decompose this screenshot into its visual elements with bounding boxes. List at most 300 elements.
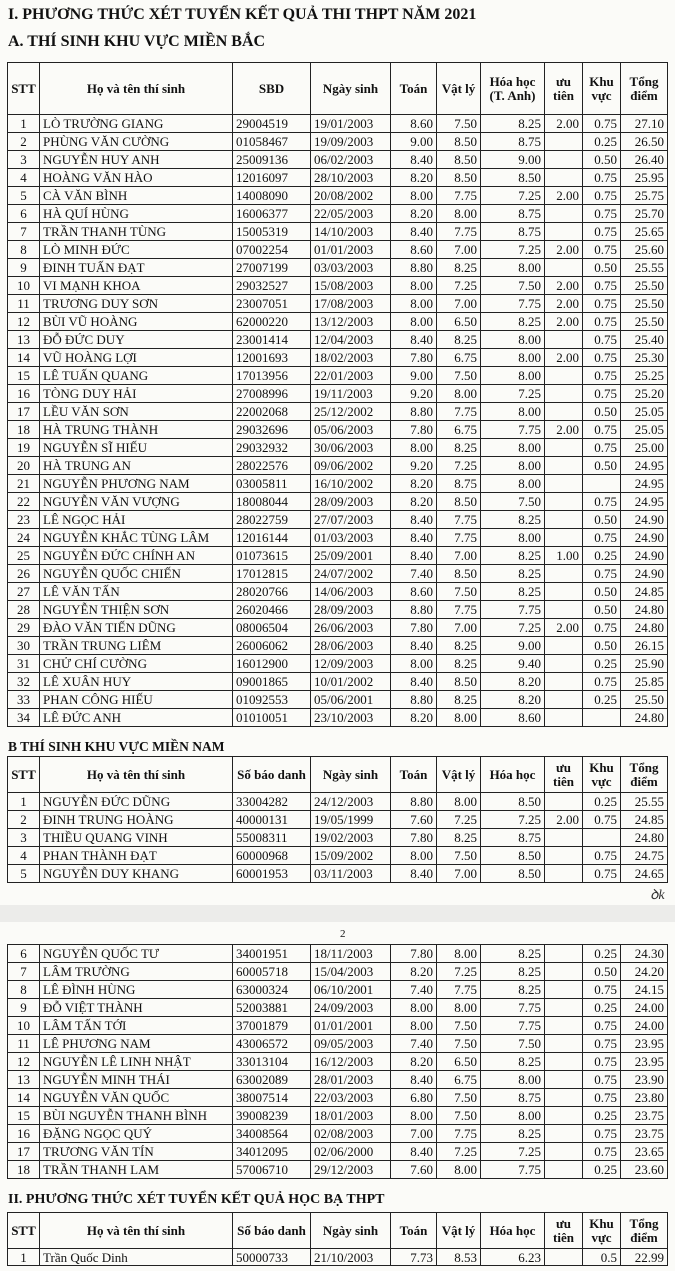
cell-math: 8.80 [391,691,437,709]
cell-dob: 20/08/2002 [311,187,391,205]
cell-math: 7.40 [391,981,437,999]
cell-math: 8.00 [391,1107,437,1125]
cell-priority: 2.00 [545,187,583,205]
table-row [8,133,668,151]
table-row [8,205,668,223]
cell-region: 0.25 [583,133,621,151]
table-south-region-continued [7,944,668,1179]
cell-physics: 8.00 [437,385,481,403]
cell-region: 0.50 [583,601,621,619]
cell-total: 24.65 [621,865,668,883]
cell-physics: 7.75 [437,981,481,999]
cell-priority [545,259,583,277]
cell-dob: 01/01/2003 [311,241,391,259]
cell-dob: 16/10/2002 [311,475,391,493]
table-transcript [7,1212,668,1266]
cell-chemistry: 8.00 [481,349,545,367]
cell-priority [545,1089,583,1107]
table-row [8,1161,668,1179]
cell-chemistry: 8.75 [481,205,545,223]
cell-region: 0.75 [583,1143,621,1161]
cell-chemistry: 8.00 [481,529,545,547]
cell-priority [545,709,583,727]
cell-chemistry: 8.00 [481,457,545,475]
cell-total: 24.80 [621,829,668,847]
cell-priority: 1.00 [545,547,583,565]
cell-name: LÂM TẤN TỚI [40,1017,233,1035]
cell-sbd: 17013956 [233,367,311,385]
cell-total: 24.90 [621,547,668,565]
cell-stt: 12 [8,313,40,331]
cell-sbd: 17012815 [233,565,311,583]
cell-name: HÀ TRUNG AN [40,457,233,475]
cell-math: 7.80 [391,829,437,847]
cell-name: TÒNG DUY HẢI [40,385,233,403]
cell-physics: 8.00 [437,1161,481,1179]
cell-total: 26.15 [621,637,668,655]
cell-dob: 19/09/2003 [311,133,391,151]
cell-dob: 19/02/2003 [311,829,391,847]
cell-region: 0.75 [583,313,621,331]
header-chemistry: Hóa học [481,757,545,793]
cell-dob: 30/06/2003 [311,439,391,457]
table-row [8,295,668,313]
cell-region: 0.75 [583,1053,621,1071]
cell-stt: 9 [8,999,40,1017]
cell-total: 24.30 [621,945,668,963]
cell-dob: 24/09/2003 [311,999,391,1017]
cell-stt: 5 [8,865,40,883]
cell-sbd: 23007051 [233,295,311,313]
cell-total: 23.65 [621,1143,668,1161]
header-priority: ưu tiên [545,757,583,793]
table-row [8,793,668,811]
table-row [8,1089,668,1107]
cell-priority: 2.00 [545,421,583,439]
cell-name: NGUYỄN KHẮC TÙNG LÂM [40,529,233,547]
cell-region: 0.50 [583,511,621,529]
table-row [8,547,668,565]
cell-priority [545,1143,583,1161]
cell-stt: 11 [8,1035,40,1053]
table-row [8,865,668,883]
cell-total: 25.50 [621,295,668,313]
cell-math: 8.20 [391,963,437,981]
cell-chemistry: 8.25 [481,1053,545,1071]
cell-dob: 03/03/2003 [311,259,391,277]
cell-sbd: 26006062 [233,637,311,655]
cell-sbd: 14008090 [233,187,311,205]
cell-total: 24.15 [621,981,668,999]
cell-name: HOÀNG VĂN HÀO [40,169,233,187]
header-sbd: SBD [233,63,311,115]
cell-physics: 7.75 [437,529,481,547]
cell-math: 8.00 [391,187,437,205]
table-row [8,403,668,421]
cell-stt: 33 [8,691,40,709]
cell-name: ĐÀO VĂN TIẾN DŨNG [40,619,233,637]
cell-region: 0.50 [583,403,621,421]
cell-physics: 7.75 [437,1125,481,1143]
table-row [8,439,668,457]
cell-physics: 8.25 [437,655,481,673]
cell-chemistry: 8.25 [481,981,545,999]
cell-dob: 22/03/2003 [311,1089,391,1107]
cell-dob: 05/06/2001 [311,691,391,709]
cell-total: 25.50 [621,691,668,709]
cell-sbd: 28020766 [233,583,311,601]
cell-name: ĐINH TUẤN ĐẠT [40,259,233,277]
cell-physics: 8.00 [437,945,481,963]
cell-stt: 29 [8,619,40,637]
cell-name: PHAN THÀNH ĐẠT [40,847,233,865]
header-region: Khu vực [583,1213,621,1249]
cell-physics: 6.50 [437,313,481,331]
cell-dob: 24/07/2002 [311,565,391,583]
header-total: Tổng điểm [621,757,668,793]
cell-sbd: 39008239 [233,1107,311,1125]
cell-sbd: 12016144 [233,529,311,547]
cell-priority [545,1161,583,1179]
cell-name: Trần Quốc Dinh [40,1249,233,1266]
section-a-title: A. THÍ SINH KHU VỰC MIỀN BẮC [8,33,266,50]
cell-name: TRƯƠNG VĂN TÍN [40,1143,233,1161]
cell-total: 23.95 [621,1035,668,1053]
cell-region: 0.5 [583,1249,621,1266]
cell-physics: 7.50 [437,1089,481,1107]
cell-stt: 32 [8,673,40,691]
cell-chemistry: 8.00 [481,439,545,457]
cell-sbd: 01092553 [233,691,311,709]
cell-region [583,709,621,727]
cell-region: 0.75 [583,421,621,439]
cell-priority [545,847,583,865]
cell-stt: 18 [8,1161,40,1179]
cell-math: 8.40 [391,547,437,565]
cell-physics: 8.00 [437,793,481,811]
cell-region: 0.75 [583,223,621,241]
table-row [8,709,668,727]
cell-priority [545,945,583,963]
cell-stt: 21 [8,475,40,493]
header-region: Khu vực [583,757,621,793]
cell-priority [545,403,583,421]
cell-priority [545,1125,583,1143]
cell-region: 0.75 [583,865,621,883]
cell-total: 25.40 [621,331,668,349]
cell-priority [545,637,583,655]
table-row [8,457,668,475]
cell-stt: 15 [8,367,40,385]
cell-name: PHAN CÔNG HIẾU [40,691,233,709]
cell-total: 25.60 [621,241,668,259]
cell-name: VŨ HOÀNG LỢI [40,349,233,367]
cell-region: 0.75 [583,1125,621,1143]
cell-dob: 28/06/2003 [311,637,391,655]
cell-total: 24.20 [621,963,668,981]
cell-stt: 10 [8,1017,40,1035]
table-row [8,981,668,999]
cell-dob: 18/01/2003 [311,1107,391,1125]
cell-physics: 7.00 [437,865,481,883]
table-row [8,1035,668,1053]
cell-physics: 7.50 [437,1017,481,1035]
cell-region: 0.25 [583,1107,621,1125]
cell-priority [545,475,583,493]
table-row [8,385,668,403]
cell-priority [545,529,583,547]
cell-stt: 17 [8,403,40,421]
cell-stt: 3 [8,829,40,847]
cell-priority [545,151,583,169]
cell-math: 7.40 [391,565,437,583]
cell-total: 25.55 [621,259,668,277]
cell-stt: 19 [8,439,40,457]
cell-physics: 8.50 [437,673,481,691]
cell-total: 25.00 [621,439,668,457]
header-physics: Vật lý [437,63,481,115]
table-row [8,811,668,829]
cell-chemistry: 7.25 [481,619,545,637]
cell-stt: 22 [8,493,40,511]
cell-total: 25.25 [621,367,668,385]
cell-stt: 14 [8,1089,40,1107]
cell-physics: 7.25 [437,457,481,475]
cell-total: 24.00 [621,1017,668,1035]
cell-physics: 7.75 [437,403,481,421]
signature-mark: ꝺk [650,888,665,903]
cell-physics: 7.25 [437,963,481,981]
section-2-title: II. PHƯƠNG THỨC XÉT TUYỂN KẾT QUẢ HỌC BẠ THPT [8,1192,385,1207]
cell-name: NGUYỄN QUỐC CHIẾN [40,565,233,583]
cell-priority [545,511,583,529]
cell-total: 24.80 [621,709,668,727]
cell-sbd: 33013104 [233,1053,311,1071]
cell-region: 0.75 [583,1089,621,1107]
cell-math: 8.20 [391,1053,437,1071]
cell-priority [545,793,583,811]
cell-name: BÙI VŨ HOÀNG [40,313,233,331]
cell-priority [545,865,583,883]
cell-priority [545,565,583,583]
cell-total: 24.80 [621,601,668,619]
table-row [8,637,668,655]
table-row [8,673,668,691]
cell-sbd: 34001951 [233,945,311,963]
cell-total: 25.50 [621,313,668,331]
cell-sbd: 25009136 [233,151,311,169]
cell-priority: 2.00 [545,349,583,367]
cell-dob: 02/06/2000 [311,1143,391,1161]
cell-region: 0.50 [583,151,621,169]
cell-dob: 06/02/2003 [311,151,391,169]
cell-region: 0.75 [583,847,621,865]
cell-math: 7.80 [391,945,437,963]
cell-sbd: 63000324 [233,981,311,999]
cell-chemistry: 9.40 [481,655,545,673]
cell-total: 24.95 [621,493,668,511]
cell-name: NGUYỄN VĂN QUỐC [40,1089,233,1107]
cell-math: 8.00 [391,655,437,673]
cell-total: 23.90 [621,1071,668,1089]
cell-name: THIỀU QUANG VINH [40,829,233,847]
cell-math: 8.00 [391,295,437,313]
cell-priority: 2.00 [545,241,583,259]
cell-dob: 15/04/2003 [311,963,391,981]
cell-name: NGUYỄN SĨ HIẾU [40,439,233,457]
cell-math: 8.60 [391,241,437,259]
cell-physics: 7.75 [437,187,481,205]
cell-math: 8.60 [391,115,437,133]
cell-chemistry: 8.00 [481,1107,545,1125]
table-row [8,1071,668,1089]
cell-name: LÒ TRƯỜNG GIANG [40,115,233,133]
cell-region: 0.50 [583,259,621,277]
cell-priority [545,829,583,847]
cell-dob: 29/12/2003 [311,1161,391,1179]
cell-priority [545,691,583,709]
cell-chemistry: 8.50 [481,169,545,187]
cell-math: 8.40 [391,1143,437,1161]
cell-region: 0.75 [583,385,621,403]
cell-name: NGUYỄN ĐỨC CHÍNH AN [40,547,233,565]
cell-math: 8.40 [391,331,437,349]
cell-total: 24.00 [621,999,668,1017]
cell-chemistry: 8.20 [481,691,545,709]
cell-name: LÊ XUÂN HUY [40,673,233,691]
cell-physics: 8.50 [437,493,481,511]
cell-physics: 7.25 [437,811,481,829]
cell-priority: 2.00 [545,295,583,313]
cell-dob: 15/09/2002 [311,847,391,865]
cell-stt: 13 [8,1071,40,1089]
table-row [8,259,668,277]
cell-sbd: 28022759 [233,511,311,529]
cell-sbd: 29032527 [233,277,311,295]
cell-region: 0.75 [583,367,621,385]
cell-math: 9.00 [391,367,437,385]
cell-stt: 2 [8,133,40,151]
cell-dob: 27/07/2003 [311,511,391,529]
cell-priority [545,385,583,403]
cell-region: 0.25 [583,655,621,673]
cell-physics: 7.00 [437,241,481,259]
cell-chemistry: 8.25 [481,963,545,981]
cell-dob: 23/10/2003 [311,709,391,727]
cell-priority [545,601,583,619]
cell-math: 8.00 [391,277,437,295]
header-chemistry: Hóa học [481,1213,545,1249]
cell-chemistry: 8.00 [481,475,545,493]
cell-region: 0.75 [583,981,621,999]
table-row [8,115,668,133]
cell-stt: 8 [8,241,40,259]
cell-name: NGUYỄN THIỆN SƠN [40,601,233,619]
table-row [8,1017,668,1035]
cell-stt: 34 [8,709,40,727]
cell-physics: 7.25 [437,277,481,295]
cell-physics: 7.50 [437,847,481,865]
cell-physics: 7.00 [437,619,481,637]
cell-stt: 20 [8,457,40,475]
cell-region: 0.25 [583,999,621,1017]
cell-stt: 5 [8,187,40,205]
cell-math: 8.40 [391,529,437,547]
cell-dob: 25/12/2002 [311,403,391,421]
cell-chemistry: 8.00 [481,1071,545,1089]
cell-priority [545,1035,583,1053]
cell-dob: 28/09/2003 [311,493,391,511]
cell-dob: 12/04/2003 [311,331,391,349]
cell-chemistry: 8.00 [481,367,545,385]
cell-name: LÊ VĂN TẤN [40,583,233,601]
cell-math: 8.00 [391,847,437,865]
cell-region: 0.25 [583,793,621,811]
cell-region: 0.75 [583,241,621,259]
cell-stt: 25 [8,547,40,565]
cell-priority: 2.00 [545,277,583,295]
table-row [8,475,668,493]
page-number: 2 [340,928,346,940]
table-row [8,1107,668,1125]
header-stt: STT [8,757,40,793]
cell-dob: 25/09/2001 [311,547,391,565]
cell-total: 24.75 [621,847,668,865]
cell-dob: 14/06/2003 [311,583,391,601]
table-row [8,619,668,637]
cell-name: NGUYỄN DUY KHANG [40,865,233,883]
cell-region: 0.75 [583,1035,621,1053]
cell-stt: 4 [8,169,40,187]
cell-name: LÊ PHƯƠNG NAM [40,1035,233,1053]
cell-dob: 28/09/2003 [311,601,391,619]
cell-priority [545,981,583,999]
cell-sbd: 43006572 [233,1035,311,1053]
cell-math: 9.00 [391,133,437,151]
header-priority: ưu tiên [545,63,583,115]
cell-dob: 14/10/2003 [311,223,391,241]
cell-region: 0.25 [583,547,621,565]
cell-stt: 14 [8,349,40,367]
cell-priority [545,1017,583,1035]
cell-priority [545,367,583,385]
cell-total: 24.90 [621,565,668,583]
cell-dob: 28/10/2003 [311,169,391,187]
header-physics: Vật lý [437,1213,481,1249]
cell-total: 25.75 [621,187,668,205]
cell-math: 8.20 [391,709,437,727]
cell-dob: 19/01/2003 [311,115,391,133]
cell-stt: 16 [8,1125,40,1143]
cell-stt: 9 [8,259,40,277]
cell-total: 24.90 [621,511,668,529]
cell-chemistry: 7.75 [481,421,545,439]
cell-math: 7.80 [391,619,437,637]
cell-total: 25.95 [621,169,668,187]
cell-chemistry: 7.25 [481,187,545,205]
cell-total: 23.75 [621,1107,668,1125]
cell-physics: 8.25 [437,259,481,277]
cell-total: 25.70 [621,205,668,223]
header-physics: Vật lý [437,757,481,793]
cell-region: 0.75 [583,619,621,637]
cell-chemistry: 8.25 [481,565,545,583]
cell-stt: 24 [8,529,40,547]
cell-sbd: 16006377 [233,205,311,223]
cell-chemistry: 7.75 [481,601,545,619]
cell-chemistry: 8.50 [481,865,545,883]
cell-physics: 8.25 [437,331,481,349]
